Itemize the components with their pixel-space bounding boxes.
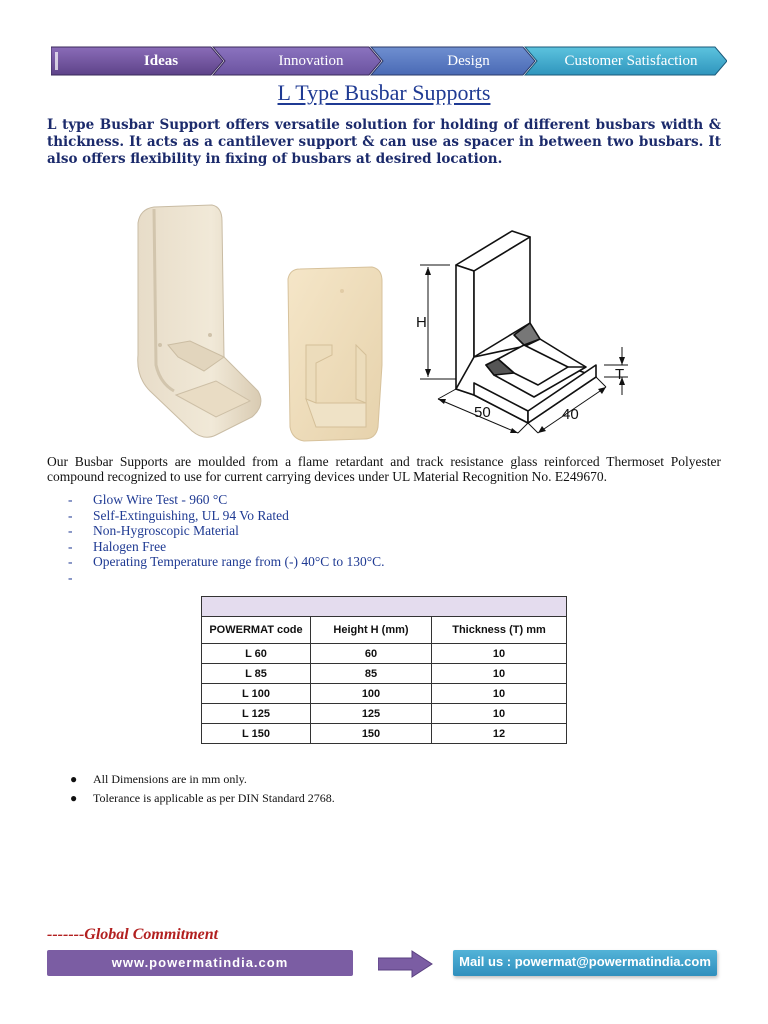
bullet-dash: - xyxy=(68,554,73,569)
cell-thickness: 10 xyxy=(432,704,567,724)
table-row xyxy=(202,704,567,724)
cell-thickness: 10 xyxy=(432,664,567,684)
table-row xyxy=(202,644,567,664)
cell-code: L 150 xyxy=(202,724,311,744)
feature-item xyxy=(68,570,385,586)
busbar-support-photo-short xyxy=(288,267,382,441)
global-commitment-tagline: -------Global Commitment xyxy=(47,926,219,943)
bullet-dash: - xyxy=(68,569,73,585)
page-title: L Type Busbar Supports xyxy=(277,80,491,105)
bullet-dash: - xyxy=(68,523,73,538)
dim-label-50: 50 xyxy=(474,404,491,421)
cell-code: L 125 xyxy=(202,704,311,724)
top-chevron-nav xyxy=(51,46,727,76)
bullet-dot-icon: ● xyxy=(70,791,78,805)
material-description: Our Busbar Supports are moulded from a flame retardant and track resistance glass reinforced Thermoset Polyester compound recognized to use for current carrying devices under UL Material Recognition No. E249670. xyxy=(47,454,721,484)
table-header-row xyxy=(202,617,567,644)
note-item: ● All Dimensions are in mm only. xyxy=(70,770,335,789)
feature-item: - Self-Extinguishing, UL 94 Vo Rated xyxy=(68,507,289,523)
dim-label-t: T xyxy=(615,366,625,383)
table-row xyxy=(202,664,567,684)
dimension-drawing xyxy=(420,231,628,433)
cell-height: 125 xyxy=(311,704,432,724)
note-item: ● Tolerance is applicable as per DIN Standard 2768. xyxy=(70,789,335,808)
feature-item: - Glow Wire Test - 960 °C xyxy=(68,492,228,507)
bullet-dash: - xyxy=(68,538,73,554)
feature-list xyxy=(68,492,385,585)
nav-customer-satisfaction: Customer Satisfaction xyxy=(564,53,698,69)
cell-height: 85 xyxy=(311,664,432,684)
website-link[interactable]: www.powermatindia.com xyxy=(47,950,353,976)
cell-height: 150 xyxy=(311,724,432,744)
right-arrow-icon xyxy=(378,950,434,982)
feature-item: - Halogen Free xyxy=(68,538,167,554)
bullet-dash: - xyxy=(68,507,73,523)
col-header-height: Height H (mm) xyxy=(311,617,432,644)
table-row xyxy=(202,684,567,704)
bullet-dot-icon: ● xyxy=(70,772,78,786)
cell-code: L 85 xyxy=(202,664,311,684)
cell-thickness: 10 xyxy=(432,644,567,664)
cell-height: 100 xyxy=(311,684,432,704)
cell-thickness: 10 xyxy=(432,684,567,704)
bullet-dash: - xyxy=(68,492,73,507)
mail-link[interactable]: Mail us : powermat@powermatindia.com xyxy=(453,950,717,976)
table-header-band xyxy=(202,597,567,617)
dimension-table xyxy=(201,596,567,744)
intro-paragraph: L type Busbar Support offers versatile solution for holding of different busbars width & thickness. It acts as a cantilever support & can use as spacer in between two busbars. It also offers flexibility in fixing of busbars at desired location. xyxy=(47,117,721,167)
notes-list xyxy=(70,770,335,808)
col-header-code: POWERMAT code xyxy=(202,617,311,644)
dim-label-h: H xyxy=(416,314,427,331)
product-images xyxy=(120,195,650,445)
feature-item: - Non-Hygroscopic Material xyxy=(68,523,239,538)
nav-ideas: Ideas xyxy=(143,53,179,69)
nav-innovation: Innovation xyxy=(278,53,344,69)
busbar-support-photo-tall xyxy=(138,205,261,437)
table-row xyxy=(202,724,567,744)
cell-height: 60 xyxy=(311,644,432,664)
nav-design: Design xyxy=(447,53,490,69)
dim-label-40: 40 xyxy=(562,406,579,423)
cell-thickness: 12 xyxy=(432,724,567,744)
cell-code: L 60 xyxy=(202,644,311,664)
feature-item: - Operating Temperature range from (-) 40°C to 130°C. xyxy=(68,554,385,569)
cell-code: L 100 xyxy=(202,684,311,704)
col-header-thickness: Thickness (T) mm xyxy=(432,617,567,644)
